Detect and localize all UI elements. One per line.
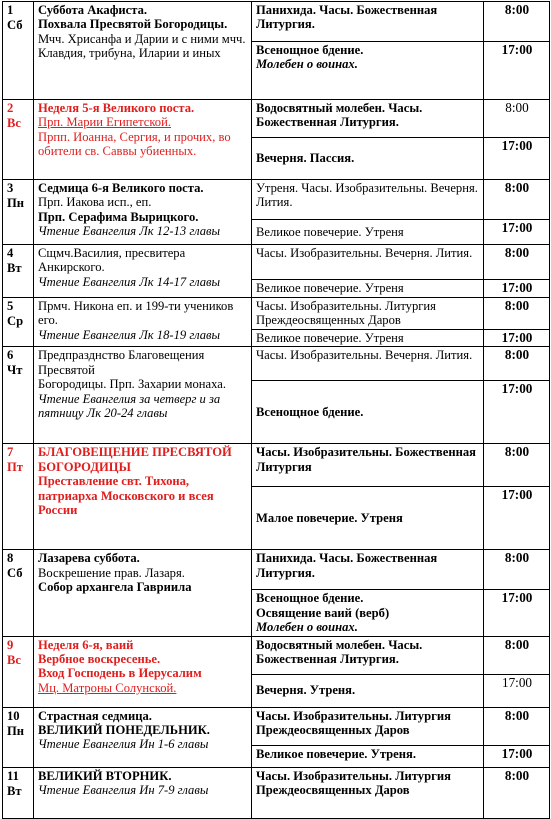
service-line: Малое повечерие. Утреня	[256, 511, 403, 526]
service-line: Часы. Изобразительны. Литургия Преждеосвященных Даров	[256, 299, 436, 328]
weekday: Вс	[7, 652, 21, 667]
service-line: Часы. Изобразительны. Литургия Преждеосвященных Даров	[256, 768, 451, 798]
feast-line: Седмица 6-я Великого поста.	[38, 181, 204, 195]
feast-line: Чтение Евангелия за четверг и за пятницу Лк 20-24 главы	[38, 391, 221, 421]
service-cell	[252, 298, 484, 330]
feast-description	[34, 2, 252, 100]
feast-description	[34, 347, 252, 444]
feast-description	[34, 444, 252, 550]
service-cell	[252, 550, 484, 590]
day-cell	[3, 636, 34, 707]
day-number: 8	[7, 551, 14, 566]
day-number: 5	[7, 299, 14, 313]
feast-description	[34, 636, 252, 707]
feast-description	[34, 298, 252, 347]
feast-line: Сщмч.Василия, пресвитера Анкирского.	[38, 246, 186, 275]
day-number: 1	[7, 3, 14, 17]
weekday: Пн	[7, 723, 25, 738]
service-line: Часы. Изобразительны. Вечерня. Лития.	[256, 246, 473, 260]
weekday: Пн	[7, 196, 25, 210]
feast-line: Собор архангела Гавриила	[38, 580, 192, 595]
service-time: 8:00	[484, 180, 550, 220]
service-line: Водосвятный молебен. Часы. Божественная Литургия.	[256, 637, 423, 667]
feast-line: Страстная седмица.	[38, 708, 152, 723]
service-time: 8:00	[484, 298, 550, 330]
table-row	[3, 245, 550, 280]
weekday: Сб	[7, 566, 23, 581]
service-cell	[252, 42, 484, 100]
service-line: Часы. Изобразительны. Вечерня. Лития.	[256, 348, 473, 363]
day-cell	[3, 245, 34, 298]
service-line: Панихида. Часы. Божественная Литургия.	[256, 3, 438, 32]
service-line: Освящение ваий (верб)	[256, 605, 390, 620]
day-cell	[3, 298, 34, 347]
service-cell	[252, 636, 484, 674]
schedule-body	[3, 2, 550, 819]
feast-line: Чтение Евангелия Лк 14-17 главы	[38, 274, 221, 289]
feast-line: Прпп. Иоанна, Сергия, и прочих, во обители св. Саввы убиенных.	[38, 129, 231, 159]
service-time: 17:00	[484, 487, 550, 550]
service-line: Утреня. Часы. Изобразительны. Вечерня. Лития.	[256, 181, 478, 210]
service-cell	[252, 347, 484, 381]
day-cell	[3, 2, 34, 100]
service-line: Великое повечерие. Утреня.	[256, 746, 416, 761]
feast-line: Чтение Евангелия Лк 18-19 главы	[38, 327, 221, 342]
service-cell	[252, 444, 484, 487]
feast-line: ВЕЛИКИЙ ВТОРНИК.	[38, 768, 172, 783]
feast-line: Богородицы. Прп. Захарии монаха.	[38, 377, 226, 392]
service-line: Всенощное бдение.	[256, 43, 364, 57]
table-row	[3, 550, 550, 590]
service-time: 8:00	[484, 245, 550, 280]
table-row	[3, 2, 550, 42]
feast-line: ВЕЛИКИЙ ПОНЕДЕЛЬНИК.	[38, 723, 210, 738]
service-time: 8:00	[484, 347, 550, 381]
weekday: Вт	[7, 783, 22, 798]
weekday: Вс	[7, 116, 21, 130]
feast-line: Прп. Марии Египетской.	[38, 115, 171, 130]
service-time: 17:00	[484, 280, 550, 298]
service-time: 17:00	[484, 381, 550, 444]
service-line: Всенощное бдение.	[256, 591, 364, 606]
feast-description	[34, 550, 252, 636]
feast-line: Предпразднство Благовещения Пресвятой	[38, 348, 205, 377]
service-line: Водосвятный молебен. Часы. Божественная Литургия.	[256, 101, 423, 130]
service-line: Всенощное бдение.	[256, 405, 364, 420]
table-row	[3, 180, 550, 220]
feast-line: Прп. Иакова исп., еп.	[38, 195, 152, 210]
day-number: 11	[7, 768, 19, 783]
feast-line: Мчч. Хрисанфа и Дарии и с ними мчч. Клавдия, трибуна, Иларии и иных	[38, 31, 246, 61]
service-cell	[252, 487, 484, 550]
feast-line: Похвала Пресвятой Богородицы.	[38, 17, 228, 32]
day-cell	[3, 550, 34, 636]
table-row	[3, 298, 550, 330]
service-cell	[252, 590, 484, 636]
feast-line: Преставление свт. Тихона, патриарха Московского и всея России	[38, 474, 214, 518]
weekday: Ср	[7, 314, 24, 328]
service-line: Вечерня. Утреня.	[256, 683, 356, 698]
feast-line: Суббота Акафиста.	[38, 3, 148, 17]
service-time: 17:00	[484, 42, 550, 100]
service-time: 8:00	[484, 550, 550, 590]
service-line: Великое повечерие. Утреня	[256, 281, 404, 295]
table-row	[3, 444, 550, 487]
feast-line: БЛАГОВЕЩЕНИЕ ПРЕСВЯТОЙ БОГОРОДИЦЫ	[38, 445, 232, 474]
feast-line: Неделя 6-я, ваий	[38, 637, 134, 652]
day-cell	[3, 767, 34, 818]
service-line: Панихида. Часы. Божественная Литургия.	[256, 551, 438, 580]
feast-description	[34, 767, 252, 818]
table-row	[3, 347, 550, 381]
service-time: 8:00	[484, 2, 550, 42]
feast-line: Прп. Серафима Вырицкого.	[38, 209, 199, 224]
day-number: 4	[7, 246, 14, 260]
service-cell	[252, 220, 484, 245]
feast-line: Вход Господень в Иерусалим	[38, 666, 202, 681]
day-cell	[3, 180, 34, 245]
day-cell	[3, 707, 34, 767]
service-cell	[252, 100, 484, 138]
service-time: 17:00	[484, 330, 550, 347]
day-number: 7	[7, 445, 14, 460]
day-number: 9	[7, 637, 14, 652]
service-cell	[252, 330, 484, 347]
feast-description	[34, 707, 252, 767]
service-line: Молебен о воинах.	[256, 57, 358, 72]
service-line: Великое повечерие. Утреня	[256, 224, 404, 239]
schedule-table	[2, 1, 550, 819]
service-time: 17:00	[484, 745, 550, 767]
feast-line: Прмч. Никона еп. и 199-ти учеников его.	[38, 299, 234, 328]
service-cell	[252, 674, 484, 707]
weekday: Чт	[7, 363, 23, 378]
table-row	[3, 100, 550, 138]
feast-line: Воскрешение прав. Лазаря.	[38, 565, 185, 580]
day-cell	[3, 347, 34, 444]
service-cell	[252, 381, 484, 444]
weekday: Вт	[7, 261, 22, 275]
feast-line: Чтение Евангелия Лк 12-13 главы	[38, 224, 221, 239]
weekday: Пт	[7, 460, 23, 475]
service-cell	[252, 180, 484, 220]
service-cell	[252, 745, 484, 767]
service-line: Часы. Изобразительны. Литургия Преждеосвященных Даров	[256, 708, 451, 738]
service-time: 8:00	[484, 707, 550, 745]
table-row	[3, 767, 550, 818]
service-cell	[252, 138, 484, 180]
day-number: 10	[7, 708, 20, 723]
service-time: 17:00	[484, 590, 550, 636]
feast-line: Мц. Матроны Солунской.	[38, 680, 177, 695]
service-time: 8:00	[484, 100, 550, 138]
service-line: Молебен о воинах.	[256, 620, 358, 635]
service-line: Часы. Изобразительны. Божественная Литургия	[256, 445, 476, 474]
table-row	[3, 636, 550, 674]
service-line: Вечерня. Пассия.	[256, 151, 355, 166]
feast-line: Лазарева суббота.	[38, 551, 140, 566]
service-line: Великое повечерие. Утреня	[256, 331, 404, 345]
service-cell	[252, 2, 484, 42]
service-time: 8:00	[484, 767, 550, 818]
service-time: 17:00	[484, 220, 550, 245]
day-number: 2	[7, 101, 14, 115]
service-time: 17:00	[484, 674, 550, 707]
service-time: 8:00	[484, 444, 550, 487]
weekday: Сб	[7, 18, 23, 32]
feast-description	[34, 100, 252, 180]
service-cell	[252, 280, 484, 298]
service-time: 17:00	[484, 138, 550, 180]
feast-description	[34, 245, 252, 298]
feast-line: Вербное воскресенье.	[38, 652, 161, 667]
day-cell	[3, 444, 34, 550]
feast-description	[34, 180, 252, 245]
feast-line: Чтение Евангелия Ин 7-9 главы	[38, 783, 209, 798]
day-number: 6	[7, 348, 14, 363]
service-time: 8:00	[484, 636, 550, 674]
feast-line: Чтение Евангелия Ин 1-6 главы	[38, 737, 209, 752]
day-number: 3	[7, 181, 14, 195]
service-cell	[252, 707, 484, 745]
table-row	[3, 707, 550, 745]
service-cell	[252, 245, 484, 280]
day-cell	[3, 100, 34, 180]
feast-line: Неделя 5-я Великого поста.	[38, 101, 195, 115]
service-cell	[252, 767, 484, 818]
